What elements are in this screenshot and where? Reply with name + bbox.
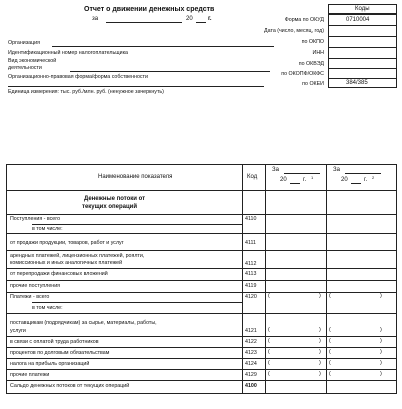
paren-open: ( — [268, 349, 270, 355]
paren-close: ) — [319, 338, 321, 344]
col-divider — [242, 164, 243, 394]
col-header-period1-year: 20 — [280, 177, 287, 183]
row-divider — [6, 250, 397, 251]
legal-form-label: Организационно-правовая форма/форма собственности — [8, 74, 148, 80]
period-year-prefix: 20 — [186, 16, 193, 22]
codes-divider — [328, 58, 397, 59]
paren-close: ) — [380, 327, 382, 333]
paren-close: ) — [319, 327, 321, 333]
code-label-okved: по ОКВЭД — [298, 61, 324, 67]
row-name-4123: процентов по долговым обязательствам — [10, 350, 110, 356]
row-divider — [6, 268, 397, 269]
row-divider — [32, 224, 242, 225]
paren-close: ) — [380, 371, 382, 377]
paren-open: ( — [268, 338, 270, 344]
period-year-line[interactable] — [196, 22, 206, 23]
codes-divider — [328, 47, 397, 48]
paren-open: ( — [329, 349, 331, 355]
activity-label-1: Вид экономической — [8, 58, 57, 64]
units-label: Единица измерения: тыс. руб./млн. руб. (ненужное зачеркнуть) — [8, 89, 164, 95]
row-name-4112-b: комиссионных и иных аналогичных платежей — [10, 260, 123, 266]
row-name-4113: от перепродажи финансовых вложений — [10, 271, 108, 277]
period2-line[interactable] — [345, 173, 381, 174]
row-divider — [6, 313, 397, 314]
row-name-4124: налога на прибыль организаций — [10, 361, 90, 367]
row-divider — [6, 214, 397, 215]
row-code-4120: 4120 — [245, 294, 257, 300]
row-name-4121-b: услуги — [10, 328, 26, 334]
paren-open: ( — [268, 327, 270, 333]
org-line[interactable] — [52, 46, 274, 47]
paren-open: ( — [329, 371, 331, 377]
col-header-period2-suffix: г. — [364, 177, 368, 183]
paren-close: ) — [319, 371, 321, 377]
code-value-okud[interactable]: 0710004 — [346, 17, 370, 23]
row-name-4129: прочие платежи — [10, 372, 50, 378]
section-title-line2: текущих операций — [82, 204, 138, 210]
row-name-4100: Сальдо денежных потоков от текущих операций — [10, 383, 130, 389]
codes-header-cell — [328, 4, 397, 14]
header-divider — [6, 190, 397, 191]
paren-open: ( — [268, 371, 270, 377]
codes-divider — [328, 68, 397, 69]
period-prefix: за — [92, 16, 99, 22]
row-code-4119: 4119 — [245, 283, 257, 289]
row-divider — [6, 347, 397, 348]
row-divider — [6, 380, 397, 381]
section-title-line1: Денежные потоки от — [84, 196, 146, 202]
row-code-4111: 4111 — [245, 240, 256, 246]
row-code-4122: 4122 — [245, 339, 257, 345]
paren-open: ( — [329, 293, 331, 299]
col-divider — [326, 164, 327, 394]
row-name-4121-a: поставщикам (подрядчикам) за сырье, материалы, работы, — [10, 320, 157, 326]
codes-divider — [328, 25, 397, 26]
paren-close: ) — [319, 349, 321, 355]
row-code-4121: 4121 — [245, 328, 257, 334]
row-code-4123: 4123 — [245, 350, 257, 356]
paren-open: ( — [268, 360, 270, 366]
period1-line[interactable] — [284, 173, 320, 174]
legal-form-line[interactable] — [8, 86, 264, 87]
code-label-okud: Форма по ОКУД — [284, 17, 324, 23]
row-code-4110: 4110 — [245, 216, 257, 222]
codes-divider — [328, 36, 397, 37]
row-name-4110: Поступления - всего — [10, 216, 61, 222]
paren-close: ) — [319, 360, 321, 366]
paren-close: ) — [380, 338, 382, 344]
code-label-date: Дата (число, месяц, год) — [264, 28, 324, 34]
row-divider — [6, 358, 397, 359]
row-divider — [32, 302, 242, 303]
row-divider — [6, 233, 397, 234]
row-name-4120: Платежи - всего — [10, 294, 50, 300]
row-divider — [6, 292, 397, 293]
row-code-4129: 4129 — [245, 372, 257, 378]
activity-label-2: деятельности — [8, 65, 42, 71]
period2-year-line[interactable] — [351, 183, 361, 184]
row-name-4112-a: арендных платежей, лицензионных платежей, роялти, — [10, 253, 145, 259]
row-name-4111: от продажи продукции, товаров, работ и услуг — [10, 240, 124, 246]
col-header-code: Код — [247, 174, 258, 180]
superscript-2: 2 — [372, 175, 375, 180]
row-name-incl-1: в том числе: — [32, 226, 63, 232]
col-header-period1-prefix: За — [272, 167, 279, 173]
activity-line[interactable] — [70, 71, 270, 72]
row-code-4113: 4113 — [245, 271, 257, 277]
row-code-4112: 4112 — [245, 261, 257, 267]
paren-open: ( — [268, 293, 270, 299]
period-year-suffix: г. — [208, 16, 212, 22]
row-code-4124: 4124 — [245, 361, 257, 367]
code-value-okei[interactable]: 384/385 — [346, 80, 368, 86]
paren-close: ) — [380, 360, 382, 366]
org-label: Организация — [8, 40, 40, 46]
col-header-name: Наименование показателя — [98, 174, 173, 180]
col-divider — [265, 164, 266, 394]
code-label-okopf: по ОКОПФ/ОКФС — [281, 71, 324, 77]
col-header-period1-suffix: г. — [303, 177, 307, 183]
row-name-4119: прочие поступления — [10, 283, 61, 289]
paren-open: ( — [329, 338, 331, 344]
row-code-4100: 4100 — [245, 383, 257, 389]
period1-year-line[interactable] — [290, 183, 300, 184]
code-label-okei: по ОКЕИ — [302, 81, 324, 87]
row-name-incl-2: в том числе: — [32, 305, 63, 311]
row-divider — [6, 369, 397, 370]
code-label-okpo: по ОКПО — [301, 39, 324, 45]
row-divider — [6, 336, 397, 337]
codes-header: Коды — [355, 6, 370, 12]
row-name-4122: в связи с оплатой труда работников — [10, 339, 99, 345]
row-divider — [6, 280, 397, 281]
paren-close: ) — [380, 293, 382, 299]
inn-label: Идентификационный номер налогоплательщика — [8, 50, 128, 56]
paren-close: ) — [380, 349, 382, 355]
period-line[interactable] — [106, 22, 182, 23]
report-title: Отчет о движении денежных средств — [84, 6, 215, 13]
paren-close: ) — [319, 293, 321, 299]
paren-open: ( — [329, 360, 331, 366]
codes-divider — [328, 78, 397, 79]
superscript-1: 1 — [311, 175, 314, 180]
code-label-inn: ИНН — [312, 50, 324, 56]
col-header-period2-prefix: За — [333, 167, 340, 173]
col-header-period2-year: 20 — [341, 177, 348, 183]
cashflow-table — [6, 164, 397, 394]
paren-open: ( — [329, 327, 331, 333]
